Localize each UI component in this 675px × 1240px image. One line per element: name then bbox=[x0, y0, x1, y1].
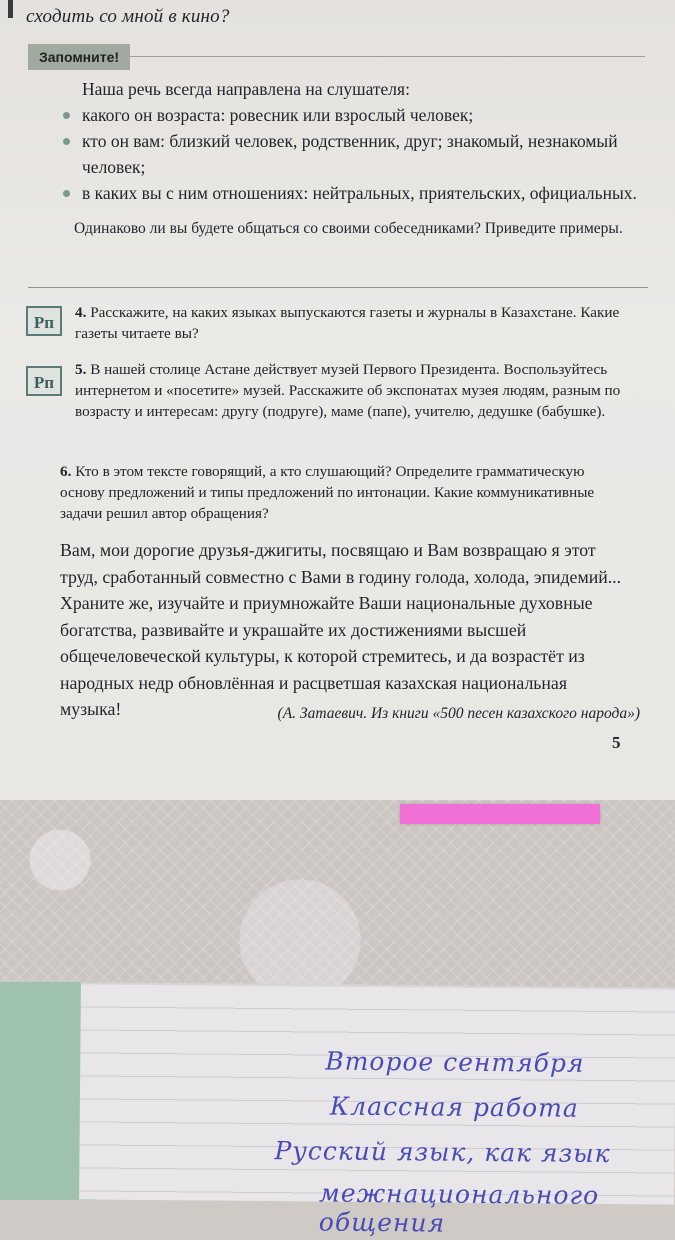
rp-badge-icon: Рп bbox=[26, 366, 62, 396]
task-text: В нашей столице Астане действует музей Первого Президента. Воспользуйтесь интернетом и «посетите» музей. Расскажите об экспонатах музея людям, разным по возрасту и интересам: другу (подруге), маме (папе), учителю, дедушке (бабушке). bbox=[75, 361, 621, 420]
task-number: 6. bbox=[60, 463, 72, 480]
remember-lead: Наша речь всегда направлена на слушателя: bbox=[82, 79, 410, 99]
remember-label: Запомните! bbox=[28, 44, 130, 70]
citation: (А. Затаевич. Из книги «500 песен казахского народа») bbox=[277, 705, 640, 722]
task-number: 5. bbox=[75, 361, 87, 378]
task-text: Кто в этом тексте говорящий, а кто слушающий? Определите грамматическую основу предложений и типы предложений по интонации. Какие коммуникативные задачи решил автор обращения? bbox=[60, 463, 595, 522]
handwritten-line: Классная работа bbox=[329, 1091, 579, 1123]
task-5 bbox=[75, 359, 633, 422]
list-item: в каких вы с ним отношениях: нейтральных, приятельских, официальных. bbox=[60, 180, 640, 206]
top-line-text: сходить со мной в кино? bbox=[26, 6, 230, 27]
list-item: какого он возраста: ровесник или взрослый человек; bbox=[60, 102, 640, 128]
rp-badge-icon: Рп bbox=[26, 306, 62, 336]
remember-question: Одинаково ли вы будете общаться со своими собеседниками? Приведите примеры. bbox=[74, 220, 623, 237]
divider bbox=[28, 287, 648, 288]
notebook-page bbox=[79, 982, 675, 1238]
remember-list bbox=[60, 102, 640, 206]
handwritten-line: Русский язык, как язык bbox=[274, 1136, 611, 1169]
divider bbox=[130, 56, 645, 57]
list-item: кто он вам: близкий человек, родственник, друг; знакомый, незнакомый человек; bbox=[60, 128, 640, 180]
remember-box bbox=[60, 76, 640, 239]
handwritten-line: межнационального общения bbox=[318, 1178, 600, 1238]
address-text: Вам, мои дорогие друзья-джигиты, посвящаю и Вам возвращаю я этот труд, сработанный совместно с Вами в годину голода, холода, эпидемий... Храните же, изучайте и приумножайте Ваши национальные духовные богатства, развивайте и украшайте их достижениями высшей общечеловеческой культуры, к которой стремитесь, и да возрастёт из народных недр обновлённая и расцветшая казахская национальная музыка! bbox=[60, 540, 622, 719]
task-number: 4. bbox=[75, 304, 87, 321]
task-6 bbox=[60, 461, 632, 524]
page-number: 5 bbox=[612, 733, 621, 752]
task-text: Расскажите, на каких языках выпускаются газеты и журналы в Казахстане. Какие газеты читаете вы? bbox=[75, 304, 620, 342]
task-4 bbox=[75, 302, 627, 344]
bookmark-sticky bbox=[400, 804, 600, 824]
margin-bar bbox=[8, 0, 13, 18]
handwritten-line: Второе сентября bbox=[325, 1046, 585, 1078]
